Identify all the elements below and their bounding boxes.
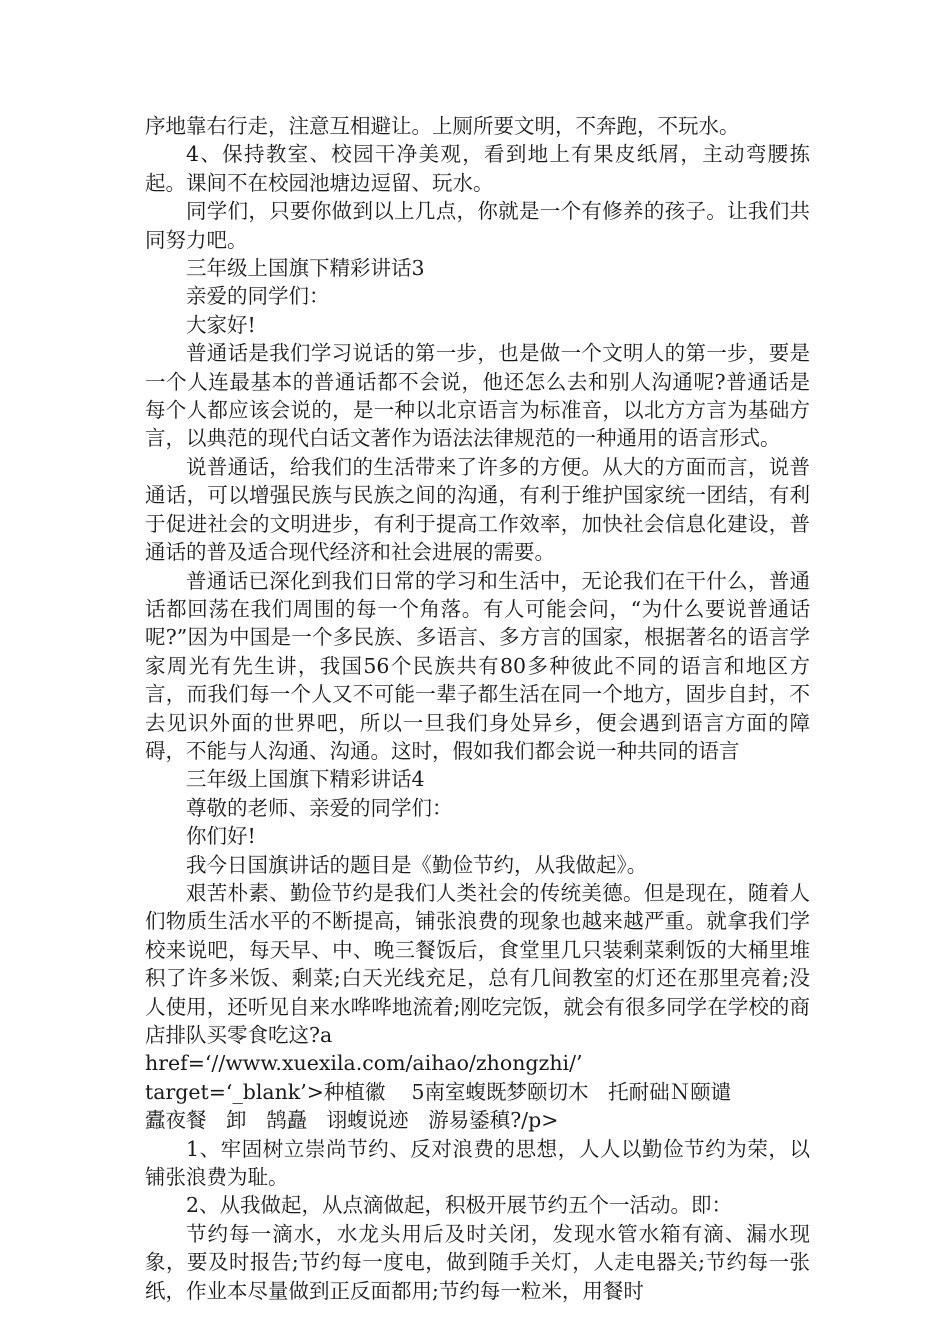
section-heading: 三年级上国旗下精彩讲话4 (186, 767, 425, 792)
document-page (145, 112, 810, 1305)
paragraph: 普通话已深化到我们日常的学习和生活中，无论我们在干什么，普通话都回荡在我们周围的每一个角落。有人可能会问，“为什么要说普通话呢?”因为中国是一个多民族、多语言、多方言的国家，根据著名的语言学家周光有先生讲，我国56个民族共有80多种彼此不同的语言和地区方言，而我们每一个人又不可能一辈子都生活在同一个地方，固步自封，不去见识外面的世界吧，所以一旦我们身处异乡，便会遇到语言方面的障碍，不能与人沟通、沟通。这时，假如我们都会说一种共同的语言 (145, 568, 810, 763)
list-item: 2、从我做起，从点滴做起，积极开展节约五个一活动。即： (186, 1193, 733, 1218)
garbled-line: href=‘//www.xuexila.com/aihao/zhongzhi/’ (145, 1051, 583, 1076)
salutation: 尊敬的老师、亲爱的同学们： (186, 795, 453, 820)
garbled-line: target=‘_blank’>种植徽 5南室蝮既梦颐切木 托耐础Ｎ颐谴 (145, 1079, 732, 1104)
paragraph: 普通话是我们学习说话的第一步，也是做一个文明人的第一步，要是一个人连最基本的普通话都不会说，他还怎么去和别人沟通呢?普通话是每个人都应该会说的，是一种以北京语言为标准音，以北方方言为基础方言，以典范的现代白话文著作为语法法律规范的一种通用的语言形式。 (145, 341, 810, 451)
paragraph: 节约每一滴水，水龙头用后及时关闭，发现水管水箱有滴、漏水现象，要及时报告;节约每一度电，做到随手关灯，人走电器关;节约每一张纸，作业本尽量做到正反面都用;节约每一粒米，用餐时 (145, 1221, 810, 1303)
garbled-line: 蠹夜餐 卸 鹄矗 诩蝮说迹 游易鋈稹?/p> (145, 1108, 559, 1133)
greeting: 你们好! (186, 824, 256, 849)
paragraph: 4、保持教室、校园干净美观，看到地上有果皮纸屑，主动弯腰拣起。课间不在校园池塘边逗留、玩水。 (145, 142, 810, 195)
paragraph: 我今日国旗讲话的题目是《勤俭节约，从我做起》。 (186, 852, 648, 877)
paragraph: 序地靠右行走，注意互相避让。上厕所要文明，不奔跑，不玩水。 (145, 114, 740, 138)
paragraph: 说普通话，给我们的生活带来了许多的方便。从大的方面而言，说普通话，可以增强民族与民族之间的沟通，有利于维护国家统一团结，有利于促进社会的文明进步，有利于提高工作效率，加快社会信息化建设，普通话的普及适合现代经济和社会进展的需要。 (145, 454, 810, 565)
paragraph: 艰苦朴素、勤俭节约是我们人类社会的传统美德。但是现在，随着人们物质生活水平的不断提高，铺张浪费的现象也越来越严重。就拿我们学校来说吧，每天早、中、晚三餐饭后，食堂里几只装剩菜剩饭的大桶里堆积了许多米饭、剩菜;白天光线充足，总有几间教室的灯还在那里亮着;没人使用，还听见自来水哗哗地流着;刚吃完饭，就会有很多同学在学校的商店排队买零食吃这?a (145, 880, 810, 1047)
list-item: 1、牢固树立崇尚节约、反对浪费的思想，人人以勤俭节约为荣，以铺张浪费为耻。 (145, 1136, 810, 1190)
greeting: 大家好! (186, 312, 256, 337)
paragraph: 同学们，只要你做到以上几点，你就是一个有修养的孩子。让我们共同努力吧。 (145, 199, 810, 252)
section-heading: 三年级上国旗下精彩讲话3 (186, 256, 425, 281)
salutation: 亲爱的同学们： (186, 284, 330, 309)
